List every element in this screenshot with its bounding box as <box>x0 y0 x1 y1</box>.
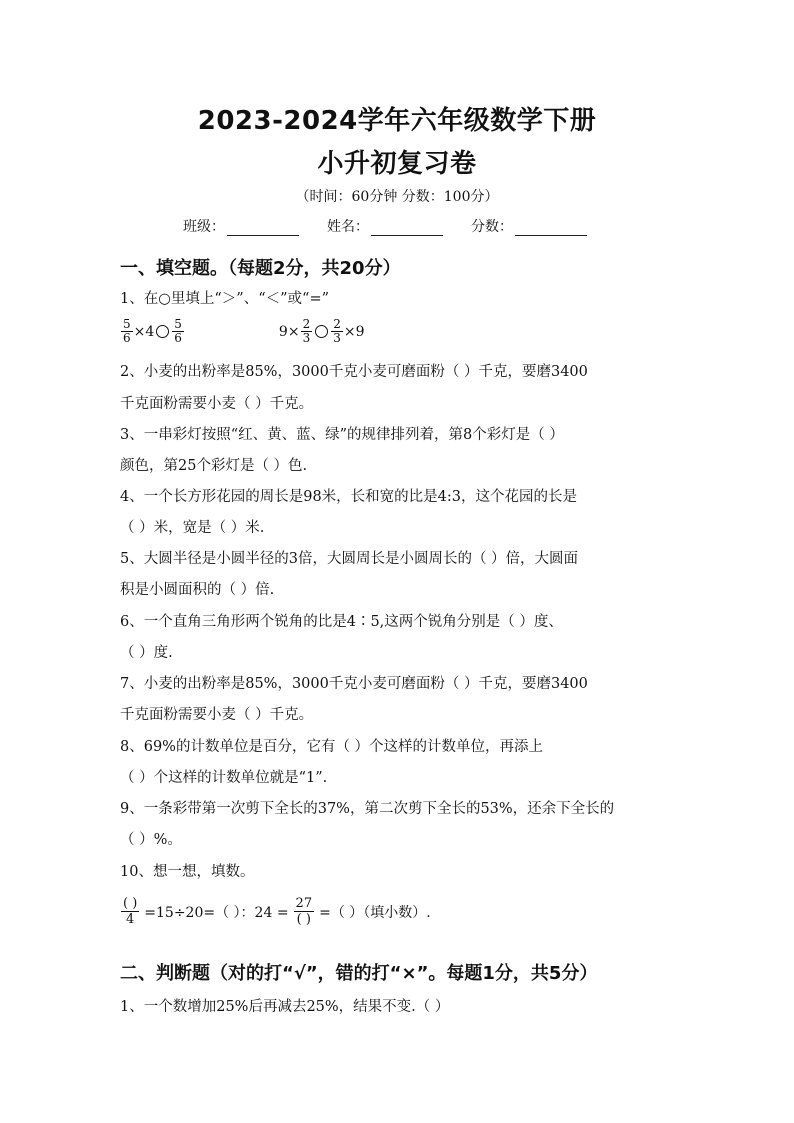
question-5-line-1: 5、大圆半径是小圆半径的3倍，大圆周长是小圆周长的（ ）倍，大圆面 <box>120 551 579 567</box>
question-tf-1: 1、一个数增加25%后再减去25%，结果不变.（ ） <box>120 999 450 1015</box>
question-6-line-1: 6、一个直角三角形两个锐角的比是4∶5,这两个锐角分别是（ ）度、 <box>120 614 563 630</box>
class-label: 班级： <box>183 219 225 235</box>
score-label: 分数： <box>471 219 513 235</box>
fraction <box>301 318 313 345</box>
equation-text: =（ ）（填小数）. <box>319 904 431 921</box>
fraction <box>331 318 343 345</box>
question-1-expression-a <box>120 318 185 345</box>
operator-text: 9× <box>278 323 300 340</box>
denominator: 3 <box>333 331 341 345</box>
section-fill-in-heading: 一、填空题。（每题2分，共20分） <box>120 258 401 279</box>
question-4-line-2: （ ）米，宽是（ ）米. <box>120 520 265 536</box>
question-5-line-2: 积是小圆面积的（ ）倍. <box>120 582 275 598</box>
fraction <box>121 896 139 927</box>
class-blank[interactable] <box>227 219 299 236</box>
numerator: 5 <box>123 317 131 331</box>
exam-title: 2023-2024学年六年级数学下册 <box>197 106 597 136</box>
compare-circle-icon[interactable] <box>156 325 169 338</box>
denominator: 4 <box>126 912 135 927</box>
question-3-line-2: 颜色，第25个彩灯是（ ）色. <box>120 458 308 474</box>
question-4-line-1: 4、一个长方形花园的周长是98米，长和宽的比是4:3，这个花园的长是 <box>120 489 578 505</box>
question-8-line-2: （ ）个这样的计数单位就是“1”. <box>120 770 328 786</box>
numerator: ( ) <box>123 896 138 911</box>
numerator: 27 <box>295 896 313 911</box>
name-field <box>327 216 443 236</box>
question-2-line-1: 2、小麦的出粉率是85%，3000千克小麦可磨面粉（ ）千克，要磨3400 <box>120 364 588 380</box>
name-label: 姓名： <box>327 219 369 235</box>
fraction <box>172 318 184 345</box>
operator-text: ×9 <box>343 323 365 340</box>
score-blank[interactable] <box>515 219 587 236</box>
question-6-line-2: （ ）度. <box>120 645 173 661</box>
fraction <box>294 896 315 927</box>
question-1-expression-b <box>279 318 365 345</box>
operator-text: ×4 <box>133 323 155 340</box>
fraction <box>121 318 133 345</box>
score-field <box>471 216 587 236</box>
question-8-line-1: 8、69%的计数单位是百分，它有（ ）个这样的计数单位，再添上 <box>120 739 544 755</box>
denominator: ( ) <box>296 912 311 927</box>
exam-time-score-info: （时间：60分钟 分数：100分） <box>295 189 499 205</box>
question-1: 1、在○里填上“＞”、“＜”或“=” <box>120 291 330 307</box>
question-9-line-1: 9、一条彩带第一次剪下全长的37%，第二次剪下全长的53%，还余下全长的 <box>120 801 615 817</box>
question-10: 10、想一想，填数。 <box>120 864 255 880</box>
denominator: 6 <box>123 331 131 345</box>
section-true-false-heading: 二、判断题（对的打“√”，错的打“×”。每题1分，共5分） <box>120 963 598 984</box>
denominator: 3 <box>302 331 311 345</box>
student-info-fields <box>183 216 615 236</box>
question-7-line-1: 7、小麦的出粉率是85%，3000千克小麦可磨面粉（ ）千克，要磨3400 <box>120 676 588 692</box>
question-1-expressions <box>120 318 364 345</box>
question-7-line-2: 千克面粉需要小麦（ ）千克。 <box>120 707 314 723</box>
numerator: 5 <box>174 317 182 331</box>
compare-circle-icon[interactable] <box>315 325 328 338</box>
question-2-line-2: 千克面粉需要小麦（ ）千克。 <box>120 396 314 412</box>
name-blank[interactable] <box>371 219 443 236</box>
numerator: 2 <box>333 317 341 331</box>
numerator: 2 <box>302 317 311 331</box>
equation-text: =15÷20=（ ）：24 = <box>144 904 289 921</box>
class-field <box>183 216 299 236</box>
question-9-line-2: （ ）%。 <box>120 832 182 848</box>
denominator: 6 <box>174 331 182 345</box>
question-10-expression <box>120 896 431 927</box>
question-3-line-1: 3、一串彩灯按照“红、黄、蓝、绿”的规律排列着，第8个彩灯是（ ） <box>120 427 564 443</box>
exam-subtitle: 小升初复习卷 <box>317 149 477 179</box>
